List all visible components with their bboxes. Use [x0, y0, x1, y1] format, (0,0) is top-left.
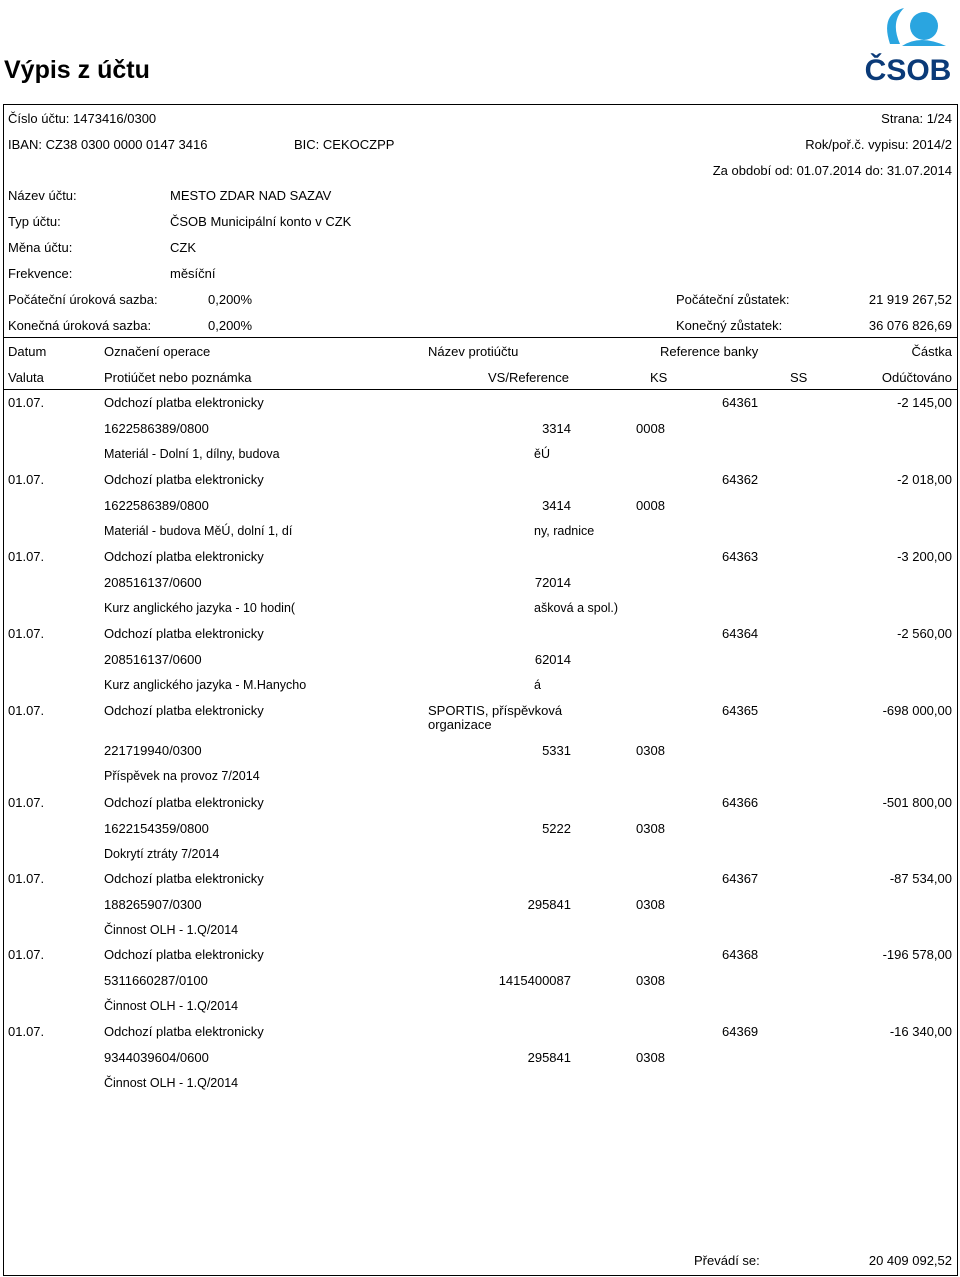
txn-counterparty: organizace	[428, 717, 492, 732]
txn-vs: 5222	[542, 821, 571, 836]
txn-account: 1622154359/0800	[104, 821, 209, 836]
col-bank-reference: Reference banky	[660, 344, 759, 359]
col-value-date: Valuta	[8, 370, 44, 385]
txn-account: 221719940/0300	[104, 743, 202, 758]
carry-over-value: 20 409 092,52	[868, 1253, 952, 1268]
txn-note: Kurz anglického jazyka - 10 hodin(	[104, 601, 296, 615]
end-balance-label: Konečný zůstatek:	[676, 318, 783, 333]
txn-amount: -196 578,00	[882, 947, 952, 962]
carry-over-label: Převádí se:	[694, 1253, 760, 1268]
frequency-label: Frekvence:	[8, 266, 73, 281]
statement-period: Za období od: 01.07.2014 do: 31.07.2014	[712, 163, 952, 178]
txn-account: 188265907/0300	[104, 897, 202, 912]
txn-bank-reference: 64361	[722, 395, 759, 410]
txn-bank-reference: 64367	[722, 871, 759, 886]
txn-date: 01.07.	[8, 795, 45, 810]
txn-date: 01.07.	[8, 549, 45, 564]
txn-account: 208516137/0600	[104, 575, 202, 590]
txn-type: Odchozí platba elektronicky	[104, 795, 264, 810]
statement-number: Rok/poř.č. vypisu: 2014/2	[805, 137, 952, 152]
txn-note: Kurz anglického jazyka - M.Hanycho	[104, 678, 307, 692]
txn-note-continuation: ny, radnice	[534, 524, 595, 538]
col-operation: Označení operace	[104, 344, 211, 359]
bic: BIC: CEKOCZPP	[294, 137, 395, 152]
txn-type: Odchozí platba elektronicky	[104, 395, 264, 410]
txn-date: 01.07.	[8, 395, 45, 410]
start-rate-label: Počáteční úroková sazba:	[8, 292, 158, 307]
txn-bank-reference: 64363	[722, 549, 759, 564]
txn-note-continuation: ěÚ	[534, 447, 550, 461]
csob-logo	[860, 4, 956, 88]
txn-type: Odchozí platba elektronicky	[104, 626, 264, 641]
txn-bank-reference: 64368	[722, 947, 759, 962]
account-type-value: ČSOB Municipální konto v CZK	[170, 214, 352, 229]
end-balance-value: 36 076 826,69	[868, 318, 952, 333]
txn-amount: -3 200,00	[897, 549, 952, 564]
txn-account: 5311660287/0100	[104, 973, 208, 988]
txn-note: Činnost OLH - 1.Q/2014	[104, 1076, 239, 1090]
account-number: Číslo účtu: 1473416/0300	[8, 111, 157, 126]
txn-type: Odchozí platba elektronicky	[104, 549, 264, 564]
txn-type: Odchozí platba elektronicky	[104, 947, 264, 962]
divider	[3, 337, 958, 338]
txn-ks: 0308	[636, 973, 665, 988]
account-name-value: MESTO ZDAR NAD SAZAV	[170, 188, 332, 203]
col-amount: Částka	[911, 344, 952, 359]
txn-amount: -501 800,00	[882, 795, 952, 810]
txn-date: 01.07.	[8, 871, 45, 886]
txn-vs: 5331	[542, 743, 571, 758]
page-number: Strana: 1/24	[881, 111, 952, 126]
txn-note: Činnost OLH - 1.Q/2014	[104, 923, 239, 937]
start-rate-value: 0,200%	[208, 292, 253, 307]
col-account-note: Protiúčet nebo poznámka	[104, 370, 252, 385]
currency-value: CZK	[170, 240, 196, 255]
col-ss: SS	[790, 370, 808, 385]
txn-vs: 295841	[527, 897, 571, 912]
col-vs-reference: VS/Reference	[488, 370, 569, 385]
txn-account: 9344039604/0600	[104, 1050, 209, 1065]
logo-mark	[887, 8, 946, 46]
txn-date: 01.07.	[8, 472, 45, 487]
txn-vs: 62014	[534, 652, 571, 667]
start-balance-value: 21 919 267,52	[868, 292, 952, 307]
start-balance-label: Počáteční zůstatek:	[676, 292, 790, 307]
txn-note: Činnost OLH - 1.Q/2014	[104, 999, 239, 1013]
iban: IBAN: CZ38 0300 0000 0147 3416	[8, 137, 208, 152]
txn-note: Dokrytí ztráty 7/2014	[104, 847, 220, 861]
txn-type: Odchozí platba elektronicky	[104, 871, 264, 886]
txn-ks: 0008	[636, 421, 665, 436]
col-posted: Odúčtováno	[881, 370, 952, 385]
txn-amount: -87 534,00	[889, 871, 952, 886]
account-name-label: Název účtu:	[8, 188, 77, 203]
txn-note: Materiál - Dolní 1, dílny, budova	[104, 447, 280, 461]
txn-vs: 72014	[534, 575, 571, 590]
txn-counterparty: SPORTIS, příspěvková	[428, 703, 563, 718]
txn-ks: 0308	[636, 1050, 665, 1065]
txn-amount: -2 018,00	[897, 472, 952, 487]
txn-vs: 3314	[542, 421, 571, 436]
txn-bank-reference: 64366	[722, 795, 759, 810]
txn-type: Odchozí platba elektronicky	[104, 703, 264, 718]
txn-note-continuation: ašková a spol.)	[534, 601, 619, 615]
txn-note: Materiál - budova MěÚ, dolní 1, dí	[104, 524, 293, 538]
txn-note: Příspěvek na provoz 7/2014	[104, 769, 260, 783]
txn-bank-reference: 64369	[722, 1024, 759, 1039]
txn-date: 01.07.	[8, 703, 45, 718]
txn-amount: -2 560,00	[897, 626, 952, 641]
page-title: Výpis z účtu	[4, 56, 150, 84]
logo-text: ČSOB	[864, 54, 952, 87]
txn-ks: 0308	[636, 743, 665, 758]
end-rate-value: 0,200%	[208, 318, 253, 333]
txn-note-continuation: á	[534, 678, 541, 692]
end-rate-label: Konečná úroková sazba:	[8, 318, 152, 333]
txn-type: Odchozí platba elektronicky	[104, 1024, 264, 1039]
frequency-value: měsíční	[170, 266, 216, 281]
txn-vs: 3414	[542, 498, 571, 513]
col-date: Datum	[8, 344, 47, 359]
divider	[3, 389, 958, 390]
col-ks: KS	[650, 370, 668, 385]
txn-type: Odchozí platba elektronicky	[104, 472, 264, 487]
txn-date: 01.07.	[8, 1024, 45, 1039]
txn-date: 01.07.	[8, 947, 45, 962]
txn-amount: -2 145,00	[897, 395, 952, 410]
txn-vs: 295841	[527, 1050, 571, 1065]
txn-vs: 1415400087	[498, 973, 571, 988]
txn-account: 1622586389/0800	[104, 421, 209, 436]
txn-ks: 0308	[636, 821, 665, 836]
txn-date: 01.07.	[8, 626, 45, 641]
account-type-label: Typ účtu:	[8, 214, 61, 229]
txn-bank-reference: 64365	[722, 703, 759, 718]
currency-label: Měna účtu:	[8, 240, 73, 255]
txn-amount: -698 000,00	[882, 703, 952, 718]
txn-ks: 0008	[636, 498, 665, 513]
col-counterparty: Název protiúčtu	[428, 344, 519, 359]
txn-account: 208516137/0600	[104, 652, 202, 667]
txn-bank-reference: 64362	[722, 472, 759, 487]
txn-amount: -16 340,00	[889, 1024, 952, 1039]
txn-bank-reference: 64364	[722, 626, 759, 641]
txn-ks: 0308	[636, 897, 665, 912]
txn-account: 1622586389/0800	[104, 498, 209, 513]
